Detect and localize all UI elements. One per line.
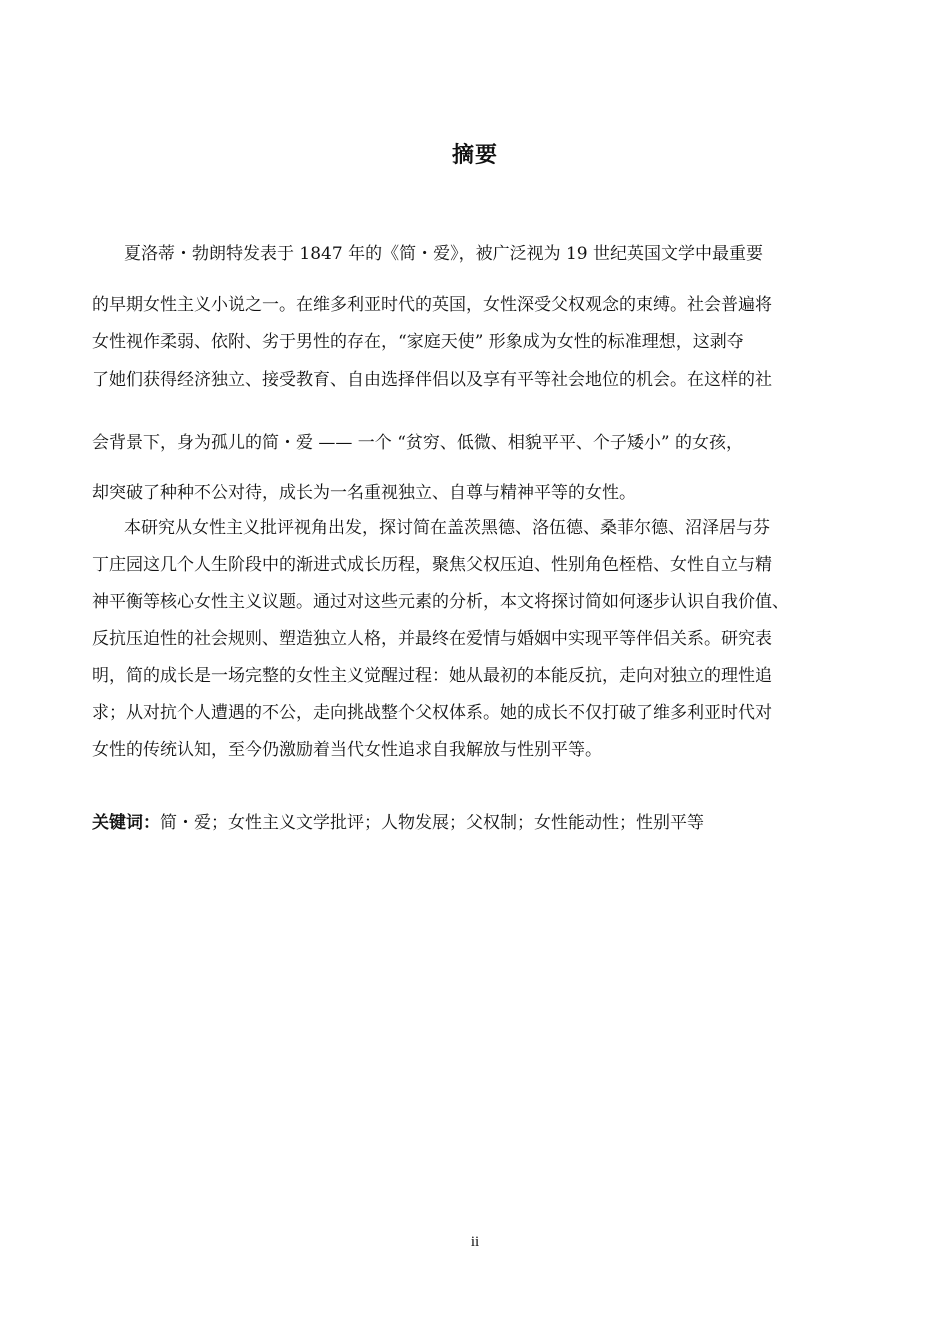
page-number: ii: [470, 1234, 480, 1250]
abstract-line: 的早期女性主义小说之一。在维多利亚时代的英国，女性深受父权观念的束缚。社会普遍将: [92, 295, 772, 315]
abstract-line: 了她们获得经济独立、接受教育、自由选择伴侣以及享有平等社会地位的机会。在这样的社: [92, 370, 772, 390]
abstract-line: 求；从对抗个人遭遇的不公，走向挑战整个父权体系。她的成长不仅打破了维多利亚时代对: [92, 703, 772, 723]
abstract-line: 神平衡等核心女性主义议题。通过对这些元素的分析，本文将探讨简如何逐步认识自我价值、: [92, 592, 789, 612]
abstract-line: 明，简的成长是一场完整的女性主义觉醒过程：她从最初的本能反抗，走向对独立的理性追: [92, 666, 772, 686]
abstract-heading: 摘要: [451, 143, 498, 168]
keywords-label: 关键词：: [92, 813, 160, 833]
abstract-line: 却突破了种种不公对待，成长为一名重视独立、自尊与精神平等的女性。: [92, 483, 636, 503]
abstract-line: 反抗压迫性的社会规则、塑造独立人格，并最终在爱情与婚姻中实现平等伴侣关系。研究表: [92, 629, 772, 649]
keywords-line: [92, 810, 704, 836]
abstract-line: 女性视作柔弱、依附、劣于男性的存在，“家庭天使” 形象成为女性的标准理想，这剥夺: [92, 332, 744, 352]
abstract-line: 夏洛蒂・勃朗特发表于 1847 年的《简・爱》，被广泛视为 19 世纪英国文学中最重要: [124, 244, 764, 264]
abstract-line: 本研究从女性主义批评视角出发，探讨简在盖茨黑德、洛伍德、桑菲尔德、沼泽居与芬: [124, 518, 770, 538]
abstract-line: 女性的传统认知，至今仍激励着当代女性追求自我解放与性别平等。: [92, 740, 602, 760]
abstract-line: 丁庄园这几个人生阶段中的渐进式成长历程，聚焦父权压迫、性别角色桎梏、女性自立与精: [92, 555, 772, 575]
abstract-line: 会背景下，身为孤儿的简・爱 —— 一个 “贫穷、低微、相貌平平、个子矮小” 的女孩，: [92, 433, 743, 453]
keywords-text: 简・爱；女性主义文学批评；人物发展；父权制；女性能动性；性别平等: [160, 813, 704, 833]
